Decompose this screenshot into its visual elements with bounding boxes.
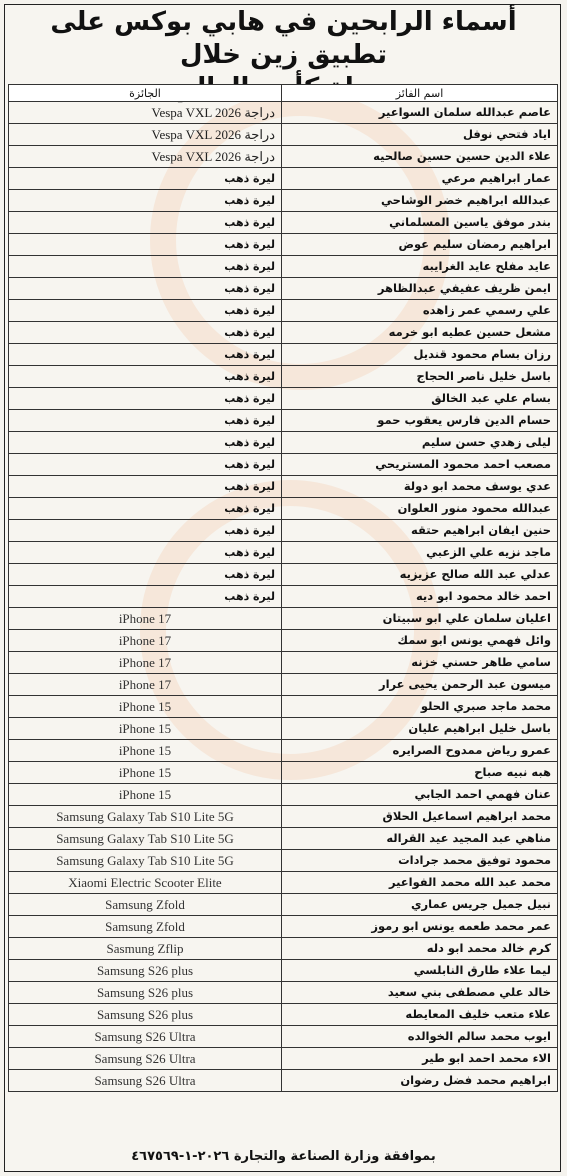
winner-name: عايد مفلح عايد الغرايبه [282, 256, 558, 278]
table-row [9, 828, 558, 850]
winner-name: رزان بسام محمود قنديل [282, 344, 558, 366]
approval-footer: بموافقة وزارة الصناعة والتجارة ٢٠٢٦-١-٤٦٧٥٦٩ [131, 1149, 436, 1164]
table-row [9, 1026, 558, 1048]
table-row [9, 300, 558, 322]
winner-name: كرم خالد محمد ابو دله [282, 938, 558, 960]
winner-name: محمد عبد الله محمد الفواعير [282, 872, 558, 894]
table-row [9, 542, 558, 564]
winner-name: حسام الدين فارس يعقوب حمو [282, 410, 558, 432]
prize-cell: دراجة Vespa VXL 2026 [9, 102, 282, 124]
table-row [9, 190, 558, 212]
table-row [9, 916, 558, 938]
prize-cell: ليرة ذهب [9, 344, 282, 366]
table-row [9, 454, 558, 476]
winner-name: ليلى زهدي حسن سليم [282, 432, 558, 454]
table-row [9, 586, 558, 608]
winner-name: احمد خالد محمود ابو ديه [282, 586, 558, 608]
winner-name: الاء محمد احمد ابو طير [282, 1048, 558, 1070]
prize-cell: دراجة Vespa VXL 2026 [9, 146, 282, 168]
table-row [9, 256, 558, 278]
winner-name: ماجد نزيه علي الزعبي [282, 542, 558, 564]
prize-cell: ليرة ذهب [9, 234, 282, 256]
winner-name: مصعب احمد محمود المستريحي [282, 454, 558, 476]
prize-cell: ليرة ذهب [9, 388, 282, 410]
column-header-name: اسم الفائز [282, 85, 558, 102]
winner-name: محمد ابراهيم اسماعيل الحلاق [282, 806, 558, 828]
table-row [9, 872, 558, 894]
table-row [9, 168, 558, 190]
table-row [9, 234, 558, 256]
table-row [9, 124, 558, 146]
winner-name: عدلي عبد الله صالح عزيزيه [282, 564, 558, 586]
prize-cell: Samsung S26 plus [9, 1004, 282, 1026]
table-row [9, 344, 558, 366]
table-row [9, 674, 558, 696]
prize-cell: iPhone 15 [9, 784, 282, 806]
winner-name: اياد فتحي نوفل [282, 124, 558, 146]
prize-cell: Samsung S26 Ultra [9, 1048, 282, 1070]
winner-name: علاء متعب خليف المعايطه [282, 1004, 558, 1026]
table-row [9, 1004, 558, 1026]
table-row [9, 102, 558, 124]
prize-cell: ليرة ذهب [9, 256, 282, 278]
table-row [9, 850, 558, 872]
prize-cell: Samsung S26 plus [9, 960, 282, 982]
column-header-prize: الجائزة [9, 85, 282, 102]
winner-name: عبدالله ابراهيم خضر الوشاحي [282, 190, 558, 212]
table-row [9, 212, 558, 234]
winner-name: بسام علي عبد الخالق [282, 388, 558, 410]
winner-name: ميسون عبد الرحمن يحيى عرار [282, 674, 558, 696]
prize-cell: iPhone 15 [9, 740, 282, 762]
winner-name: عمر محمد طعمه يونس ابو رموز [282, 916, 558, 938]
table-row [9, 960, 558, 982]
prize-cell: ليرة ذهب [9, 322, 282, 344]
table-row [9, 564, 558, 586]
prize-cell: ليرة ذهب [9, 366, 282, 388]
prize-cell: Xiaomi Electric Scooter Elite [9, 872, 282, 894]
winner-name: بندر موفق ياسين المسلماني [282, 212, 558, 234]
prize-cell: ليرة ذهب [9, 212, 282, 234]
prize-cell: ليرة ذهب [9, 410, 282, 432]
table-row [9, 652, 558, 674]
prize-cell: ليرة ذهب [9, 542, 282, 564]
prize-cell: Samsung Galaxy Tab S10 Lite 5G [9, 806, 282, 828]
table-row [9, 1048, 558, 1070]
winner-name: ايوب محمد سالم الخوالده [282, 1026, 558, 1048]
winner-name: عمرو رياض ممدوح الصرايره [282, 740, 558, 762]
prize-cell: ليرة ذهب [9, 520, 282, 542]
table-row [9, 366, 558, 388]
table-row [9, 894, 558, 916]
prize-cell: ليرة ذهب [9, 278, 282, 300]
prize-cell: ليرة ذهب [9, 564, 282, 586]
winner-name: ابراهيم محمد فضل رضوان [282, 1070, 558, 1092]
winner-name: عمار ابراهيم مرعي [282, 168, 558, 190]
prize-cell: iPhone 17 [9, 608, 282, 630]
table-row [9, 784, 558, 806]
winner-name: عبدالله محمود منور العلوان [282, 498, 558, 520]
winners-table [8, 84, 558, 1092]
winner-name: عدي يوسف محمد ابو دولة [282, 476, 558, 498]
prize-cell: ليرة ذهب [9, 300, 282, 322]
prize-cell: ليرة ذهب [9, 476, 282, 498]
table-row [9, 740, 558, 762]
prize-cell: iPhone 17 [9, 630, 282, 652]
winner-name: ايمن ظريف عفيفي عبدالظاهر [282, 278, 558, 300]
table-row [9, 388, 558, 410]
winner-name: مشعل حسين عطيه ابو خرمه [282, 322, 558, 344]
prize-cell: iPhone 17 [9, 652, 282, 674]
table-row [9, 718, 558, 740]
table-row [9, 432, 558, 454]
prize-cell: Sasmung Zflip [9, 938, 282, 960]
prize-cell: ليرة ذهب [9, 190, 282, 212]
table-header-row [9, 85, 558, 102]
prize-cell: ليرة ذهب [9, 432, 282, 454]
winner-name: سامي طاهر حسني خزنه [282, 652, 558, 674]
winner-name: ابراهيم رمضان سليم عوض [282, 234, 558, 256]
table-row [9, 1070, 558, 1092]
prize-cell: Samsung S26 plus [9, 982, 282, 1004]
winner-name: ليما علاء طارق النابلسي [282, 960, 558, 982]
table-row [9, 322, 558, 344]
table-row [9, 982, 558, 1004]
table-row [9, 146, 558, 168]
table-row [9, 608, 558, 630]
table-row [9, 476, 558, 498]
table-row [9, 696, 558, 718]
winner-name: عنان فهمي احمد الجابي [282, 784, 558, 806]
prize-cell: Samsung Galaxy Tab S10 Lite 5G [9, 828, 282, 850]
prize-cell: ليرة ذهب [9, 498, 282, 520]
table-row [9, 938, 558, 960]
winner-name: نبيل جميل جريس عماري [282, 894, 558, 916]
winner-name: باسل خليل ناصر الحجاج [282, 366, 558, 388]
prize-cell: Samsung Zfold [9, 916, 282, 938]
winner-name: خالد علي مصطفى بني سعيد [282, 982, 558, 1004]
prize-cell: Samsung Galaxy Tab S10 Lite 5G [9, 850, 282, 872]
winner-name: اعليان سلمان علي ابو سبيتان [282, 608, 558, 630]
winner-name: مناهي عبد المجيد عيد القراله [282, 828, 558, 850]
winner-name: محمد ماجد صبري الحلو [282, 696, 558, 718]
winner-name: هبه نبيه صباح [282, 762, 558, 784]
prize-cell: Samsung Zfold [9, 894, 282, 916]
table-row [9, 520, 558, 542]
prize-cell: ليرة ذهب [9, 168, 282, 190]
prize-cell: Samsung S26 Ultra [9, 1026, 282, 1048]
prize-cell: ليرة ذهب [9, 454, 282, 476]
table-row [9, 278, 558, 300]
winner-name: وائل فهمي يونس ابو سمك [282, 630, 558, 652]
winner-name: علي رسمي عمر زاهده [282, 300, 558, 322]
winner-name: باسل خليل ابراهيم عليان [282, 718, 558, 740]
table-row [9, 498, 558, 520]
winner-name: محمود توفيق محمد جرادات [282, 850, 558, 872]
prize-cell: iPhone 15 [9, 696, 282, 718]
table-row [9, 410, 558, 432]
winner-name: عاصم عبدالله سلمان السواعير [282, 102, 558, 124]
prize-cell: iPhone 17 [9, 674, 282, 696]
winner-name: علاء الدين حسين حسين صالحيه [282, 146, 558, 168]
winner-name: حنين ايفان ابراهيم حتقه [282, 520, 558, 542]
prize-cell: دراجة Vespa VXL 2026 [9, 124, 282, 146]
table-row [9, 762, 558, 784]
title-line-1: أسماء الرابحين في هابي بوكس على تطبيق زين خلال [50, 7, 517, 70]
prize-cell: ليرة ذهب [9, 586, 282, 608]
prize-cell: iPhone 15 [9, 718, 282, 740]
prize-cell: Samsung S26 Ultra [9, 1070, 282, 1092]
table-row [9, 806, 558, 828]
prize-cell: iPhone 15 [9, 762, 282, 784]
table-row [9, 630, 558, 652]
